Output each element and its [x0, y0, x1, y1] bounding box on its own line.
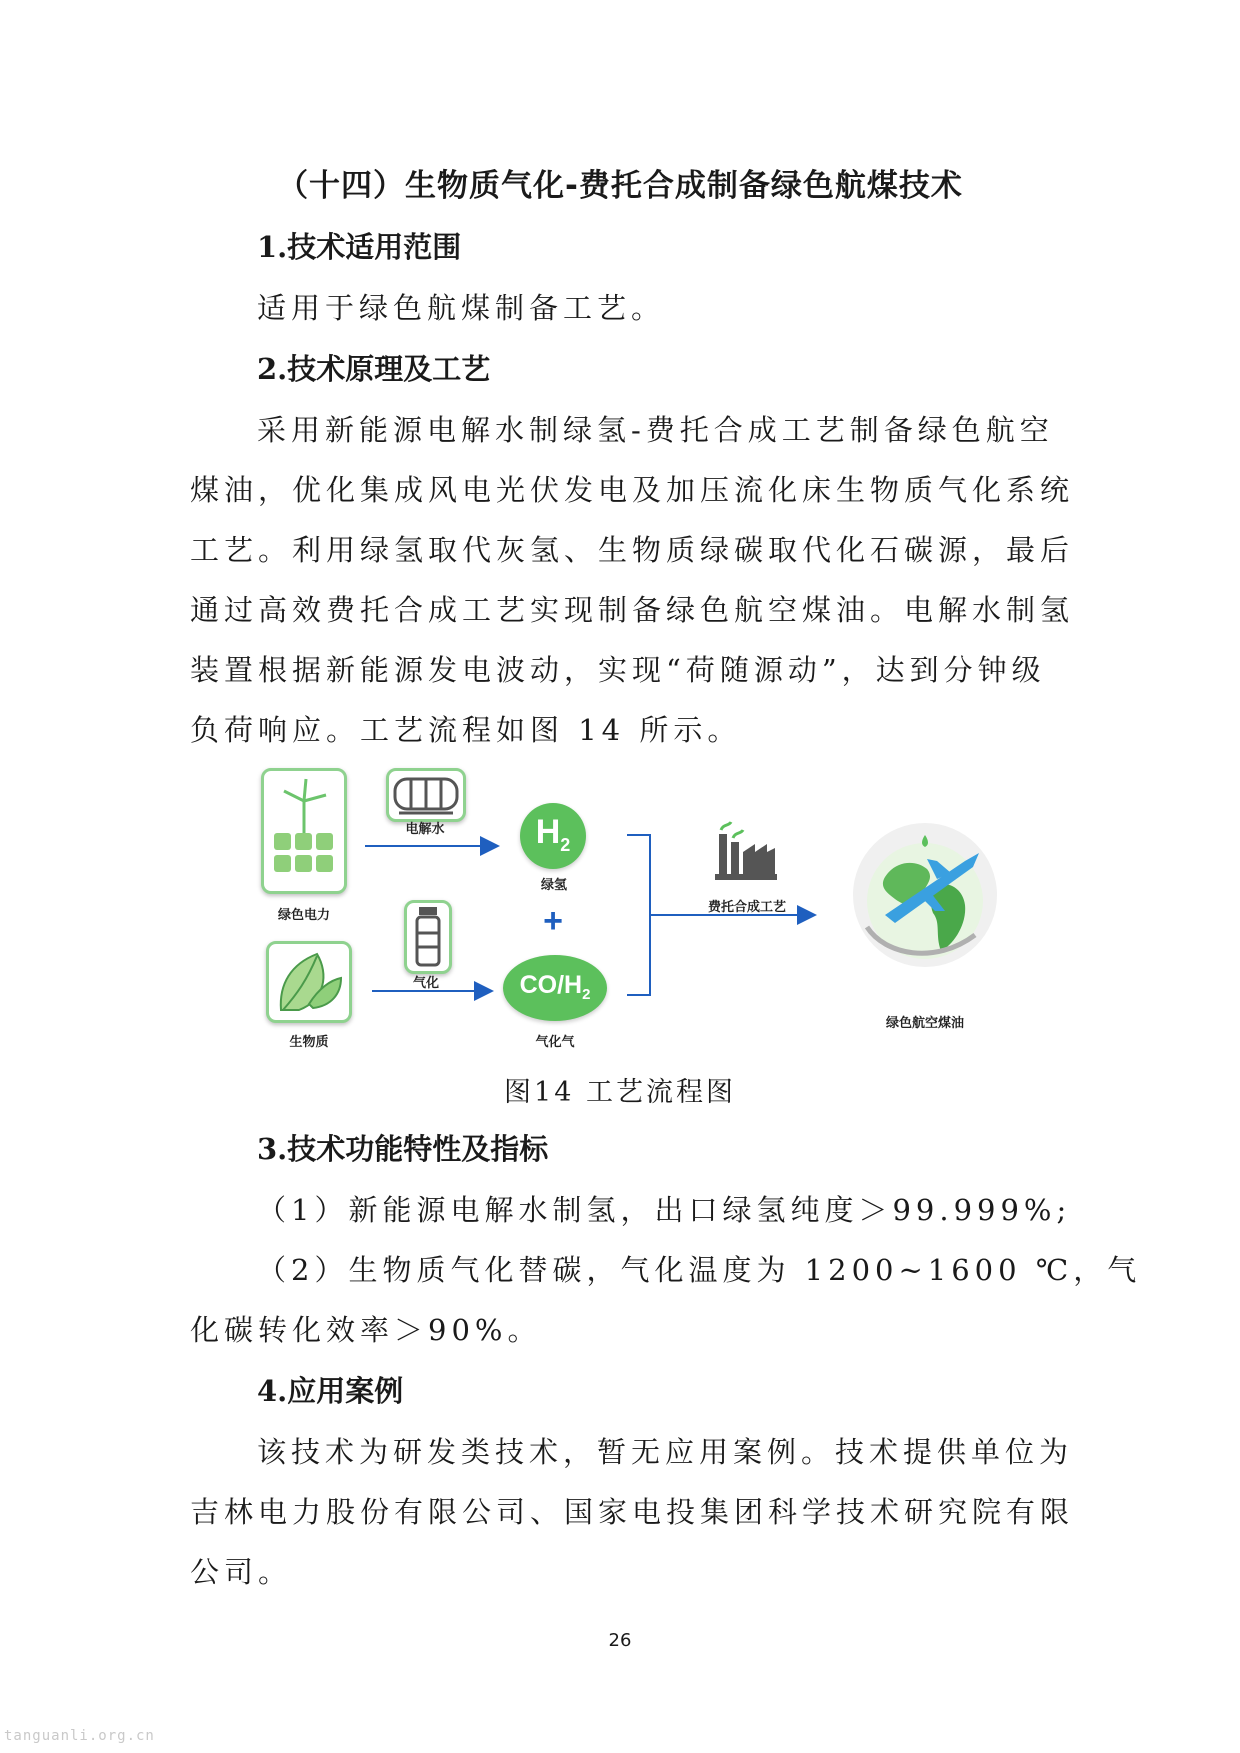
electrolysis-label: 电解水: [405, 822, 445, 837]
ft-process-label: 费托合成工艺: [707, 900, 786, 915]
section-4-heading: 4.应用案例: [257, 1374, 404, 1408]
green-power-label: 绿色电力: [277, 908, 330, 923]
syngas-label: 气化气: [535, 1035, 575, 1050]
factory-icon: [713, 820, 779, 886]
page-number: 26: [608, 1630, 632, 1651]
plus-sign: +: [543, 902, 563, 940]
section-1-heading: 1.技术适用范围: [257, 230, 462, 264]
section-2-heading: 2.技术原理及工艺: [257, 352, 491, 386]
indicator-line: （2）生物质气化替碳，气化温度为 1200~1600 ℃，气: [257, 1253, 1142, 1287]
watermark-text: tanguanli.org.cn: [4, 1728, 155, 1744]
hydrogen-circle: [520, 803, 586, 869]
document-title: （十四）生物质气化-费托合成制备绿色航煤技术: [277, 168, 963, 204]
co-h2-symbol: CO/H: [519, 971, 583, 999]
green-hydrogen-label: 绿氢: [540, 878, 567, 893]
paragraph-line: 煤油，优化集成风电光伏发电及加压流化床生物质气化系统: [190, 473, 1075, 507]
jet-fuel-label: 绿色航空煤油: [885, 1016, 964, 1031]
paragraph-line: 装置根据新能源发电波动，实现“荷随源动”，达到分钟级: [190, 653, 1046, 687]
syngas-ellipse: [503, 955, 607, 1021]
gasification-label: 气化: [412, 976, 439, 991]
paragraph-line: 公司。: [190, 1555, 293, 1589]
paragraph-line: 该技术为研发类技术，暂无应用案例。技术提供单位为: [257, 1435, 1074, 1469]
biomass-label: 生物质: [289, 1035, 329, 1050]
paragraph-line: 工艺。利用绿氢取代灰氢、生物质绿碳取代化石碳源，最后: [190, 533, 1075, 567]
h2-symbol: H: [535, 813, 561, 851]
section-3-heading: 3.技术功能特性及指标: [257, 1132, 549, 1166]
section-1-text: 适用于绿色航煤制备工艺。: [257, 291, 666, 325]
paragraph-line: 负荷响应。工艺流程如图 14 所示。: [190, 713, 742, 747]
paragraph-line: 采用新能源电解水制绿氢-费托合成工艺制备绿色航空: [257, 413, 1054, 447]
globe-airplane-icon: [845, 815, 1005, 975]
h2-subscript: 2: [560, 834, 571, 855]
paragraph-line: 通过高效费托合成工艺实现制备绿色航空煤油。电解水制氢: [190, 593, 1075, 627]
co-h2-subscript: 2: [582, 986, 591, 1003]
indicator-line: （1）新能源电解水制氢，出口绿氢纯度＞99.999%;: [257, 1193, 1072, 1227]
indicator-line: 化碳转化效率＞90%。: [190, 1313, 542, 1347]
figure-caption: 图14 工艺流程图: [504, 1077, 736, 1108]
paragraph-line: 吉林电力股份有限公司、国家电投集团科学技术研究院有限: [190, 1495, 1075, 1529]
